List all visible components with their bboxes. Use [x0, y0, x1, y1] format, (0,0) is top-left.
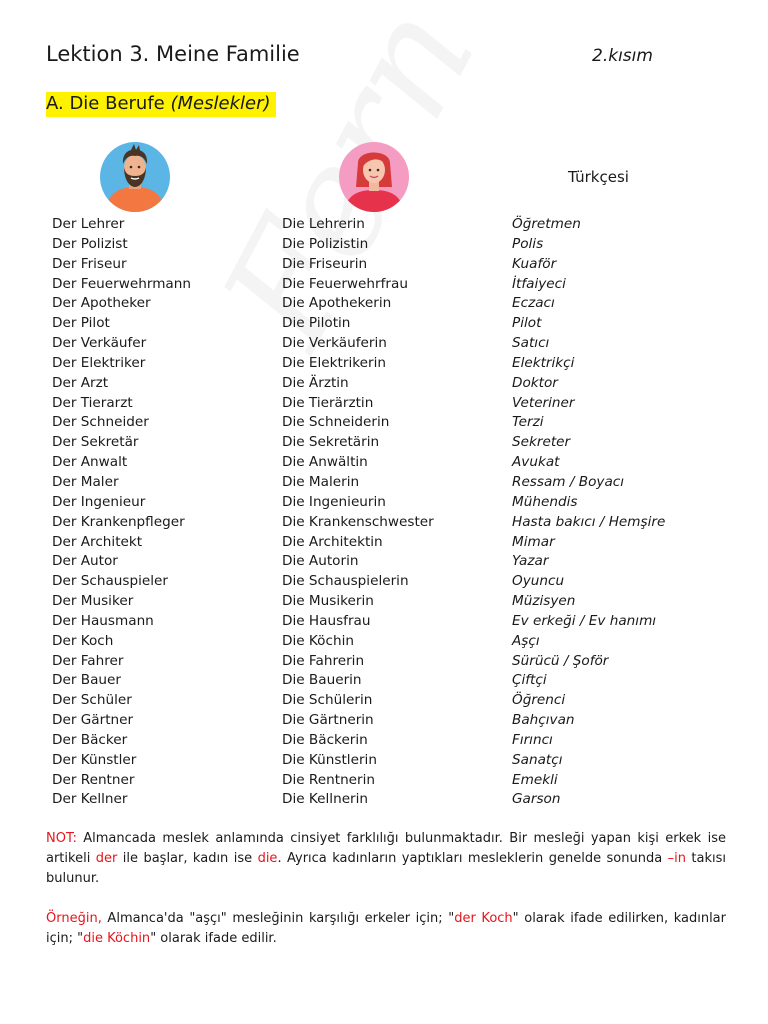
masculine-term: Der Friseur	[52, 255, 127, 272]
turkish-term: Eczacı	[512, 295, 555, 312]
masculine-term: Der Lehrer	[52, 216, 125, 232]
table-row	[0, 711, 768, 731]
table-row	[0, 671, 768, 691]
example-text-2: " olarak ifade edilirken, kadınlar için; "	[46, 911, 726, 946]
feminine-term: Die Musikerin	[282, 593, 374, 610]
note-die: die	[257, 851, 278, 866]
masculine-term: Der Koch	[52, 632, 114, 649]
table-row	[0, 493, 768, 513]
feminine-term: Die Lehrerin	[282, 216, 365, 232]
turkish-column-header: Türkçesi	[568, 168, 629, 186]
feminine-term: Die Verkäuferin	[282, 335, 387, 352]
note-paragraph	[46, 829, 726, 889]
feminine-term: Die Anwältin	[282, 454, 368, 471]
masculine-term: Der Sekretär	[52, 434, 139, 451]
table-row	[0, 691, 768, 711]
note-text-4: takısı bulunur.	[46, 851, 726, 886]
turkish-term: Hasta bakıcı / Hemşire	[512, 513, 666, 530]
female-avatar-icon	[338, 141, 410, 213]
masculine-term: Der Arzt	[52, 374, 109, 391]
table-row	[0, 572, 768, 592]
masculine-term: Der Hausmann	[52, 612, 154, 629]
table-row	[0, 632, 768, 652]
masculine-term: Der Tierarzt	[52, 394, 133, 411]
masculine-term: Der Schüler	[52, 692, 132, 709]
masculine-term: Der Ingenieur	[52, 493, 146, 510]
turkish-term: Sekreter	[512, 434, 571, 451]
note-text-2: ile başlar, kadın ise	[117, 851, 258, 866]
masculine-term: Der Maler	[52, 473, 119, 490]
feminine-term: Die Fahrerin	[282, 652, 365, 669]
note-text-3: . Ayrıca kadınların yaptıkları mesleklerin genelde sonunda	[277, 851, 668, 866]
turkish-term: Kuaför	[512, 255, 557, 272]
masculine-term: Der Kellner	[52, 791, 128, 808]
turkish-term: Ressam / Boyacı	[512, 473, 625, 490]
masculine-term: Der Schauspieler	[52, 573, 168, 590]
masculine-term: Der Rentner	[52, 771, 135, 788]
feminine-term: Die Ingenieurin	[282, 493, 386, 510]
turkish-term: Çiftçi	[512, 672, 547, 689]
feminine-term: Die Architektin	[282, 533, 383, 550]
turkish-term: Oyuncu	[512, 573, 565, 590]
turkish-term: Veteriner	[512, 394, 575, 411]
turkish-term: Doktor	[512, 374, 558, 391]
turkish-term: Aşçı	[512, 632, 540, 649]
masculine-term: Der Apotheker	[52, 295, 151, 312]
table-row	[0, 453, 768, 473]
turkish-term: Polis	[512, 235, 544, 252]
feminine-term: Die Bäckerin	[282, 731, 368, 748]
turkish-term: Fırıncı	[512, 731, 553, 748]
table-row	[0, 771, 768, 791]
feminine-term: Die Gärtnerin	[282, 712, 374, 729]
table-row	[0, 215, 768, 235]
feminine-term: Die Autorin	[282, 553, 359, 570]
section-heading	[46, 92, 276, 117]
masculine-term: Der Bauer	[52, 672, 121, 689]
masculine-term: Der Fahrer	[52, 652, 124, 669]
feminine-term: Die Apothekerin	[282, 295, 392, 312]
example-text-1: Almanca'da "aşçı" mesleğinin karşılığı erkeler için; "	[101, 911, 455, 926]
turkish-term: Öğrenci	[512, 692, 566, 709]
feminine-term: Die Schauspielerin	[282, 573, 409, 590]
feminine-term: Die Köchin	[282, 632, 354, 649]
masculine-term: Der Architekt	[52, 533, 143, 550]
male-avatar-icon	[99, 141, 171, 213]
feminine-term: Die Hausfrau	[282, 612, 371, 629]
note-label: NOT:	[46, 831, 77, 846]
table-row	[0, 652, 768, 672]
feminine-term: Die Polizistin	[282, 235, 369, 252]
turkish-term: Müzisyen	[512, 593, 576, 610]
table-row	[0, 751, 768, 771]
example-die-kochin: die Köchin	[83, 931, 151, 946]
table-row	[0, 612, 768, 632]
masculine-term: Der Musiker	[52, 593, 134, 610]
masculine-term: Der Künstler	[52, 751, 137, 768]
example-der-koch: der Koch	[454, 911, 513, 926]
feminine-term: Die Feuerwehrfrau	[282, 275, 408, 292]
feminine-term: Die Künstlerin	[282, 751, 377, 768]
masculine-term: Der Feuerwehrmann	[52, 275, 191, 292]
turkish-term: Elektrikçi	[512, 354, 575, 371]
example-label: Örneğin,	[46, 911, 102, 926]
section-label: A. Die Berufe	[46, 93, 165, 114]
table-row	[0, 394, 768, 414]
masculine-term: Der Krankenpfleger	[52, 513, 185, 530]
feminine-term: Die Elektrikerin	[282, 354, 386, 371]
turkish-term: Avukat	[512, 454, 560, 471]
turkish-term: Ev erkeği / Ev hanımı	[512, 612, 657, 629]
masculine-term: Der Anwalt	[52, 454, 128, 471]
table-row	[0, 413, 768, 433]
feminine-term: Die Tierärztin	[282, 394, 374, 411]
feminine-term: Die Sekretärin	[282, 434, 380, 451]
masculine-term: Der Pilot	[52, 315, 110, 332]
table-row	[0, 354, 768, 374]
feminine-term: Die Friseurin	[282, 255, 368, 272]
masculine-term: Der Elektriker	[52, 354, 146, 371]
feminine-term: Die Krankenschwester	[282, 513, 434, 530]
masculine-term: Der Schneider	[52, 414, 149, 431]
note-suffix: –in	[667, 851, 686, 866]
table-row	[0, 433, 768, 453]
part-label: 2.kısım	[592, 46, 653, 66]
feminine-term: Die Ärztin	[282, 374, 349, 391]
table-row	[0, 473, 768, 493]
turkish-term: Öğretmen	[512, 216, 581, 232]
table-row	[0, 374, 768, 394]
turkish-term: Satıcı	[512, 335, 550, 352]
masculine-term: Der Autor	[52, 553, 118, 570]
feminine-term: Die Schneiderin	[282, 414, 390, 431]
masculine-term: Der Verkäufer	[52, 335, 147, 352]
page-title: Lektion 3. Meine Familie	[46, 42, 300, 66]
table-row	[0, 731, 768, 751]
turkish-term: Terzi	[512, 414, 544, 431]
masculine-term: Der Gärtner	[52, 712, 134, 729]
feminine-term: Die Bauerin	[282, 672, 362, 689]
turkish-term: Bahçıvan	[512, 712, 575, 729]
turkish-term: Yazar	[512, 553, 549, 570]
section-subtitle: (Meslekler)	[170, 93, 271, 114]
turkish-term: Mühendis	[512, 493, 578, 510]
table-row	[0, 334, 768, 354]
table-row	[0, 235, 768, 255]
turkish-term: Sürücü / Şoför	[512, 652, 609, 669]
table-row	[0, 255, 768, 275]
turkish-term: Sanatçı	[512, 751, 563, 768]
table-row	[0, 552, 768, 572]
feminine-term: Die Malerin	[282, 473, 360, 490]
table-row	[0, 592, 768, 612]
turkish-term: Garson	[512, 791, 561, 808]
example-paragraph	[46, 909, 726, 949]
turkish-term: İtfaiyeci	[512, 275, 566, 292]
profession-table	[0, 215, 768, 810]
table-row	[0, 533, 768, 553]
masculine-term: Der Bäcker	[52, 731, 128, 748]
feminine-term: Die Rentnerin	[282, 771, 376, 788]
turkish-term: Emekli	[512, 771, 558, 788]
turkish-term: Pilot	[512, 315, 542, 332]
table-row	[0, 314, 768, 334]
table-row	[0, 275, 768, 295]
note-text-1: Almancada meslek anlamında cinsiyet farklılığı bulunmaktadır. Bir mesleği yapan kişi erkek ise artikeli	[46, 831, 726, 866]
feminine-term: Die Schülerin	[282, 692, 373, 709]
table-row	[0, 294, 768, 314]
example-text-3: " olarak ifade edilir.	[150, 931, 277, 946]
note-der: der	[95, 851, 118, 866]
feminine-term: Die Pilotin	[282, 315, 351, 332]
masculine-term: Der Polizist	[52, 235, 128, 252]
table-row	[0, 790, 768, 810]
table-row	[0, 513, 768, 533]
turkish-term: Mimar	[512, 533, 555, 550]
feminine-term: Die Kellnerin	[282, 791, 369, 808]
